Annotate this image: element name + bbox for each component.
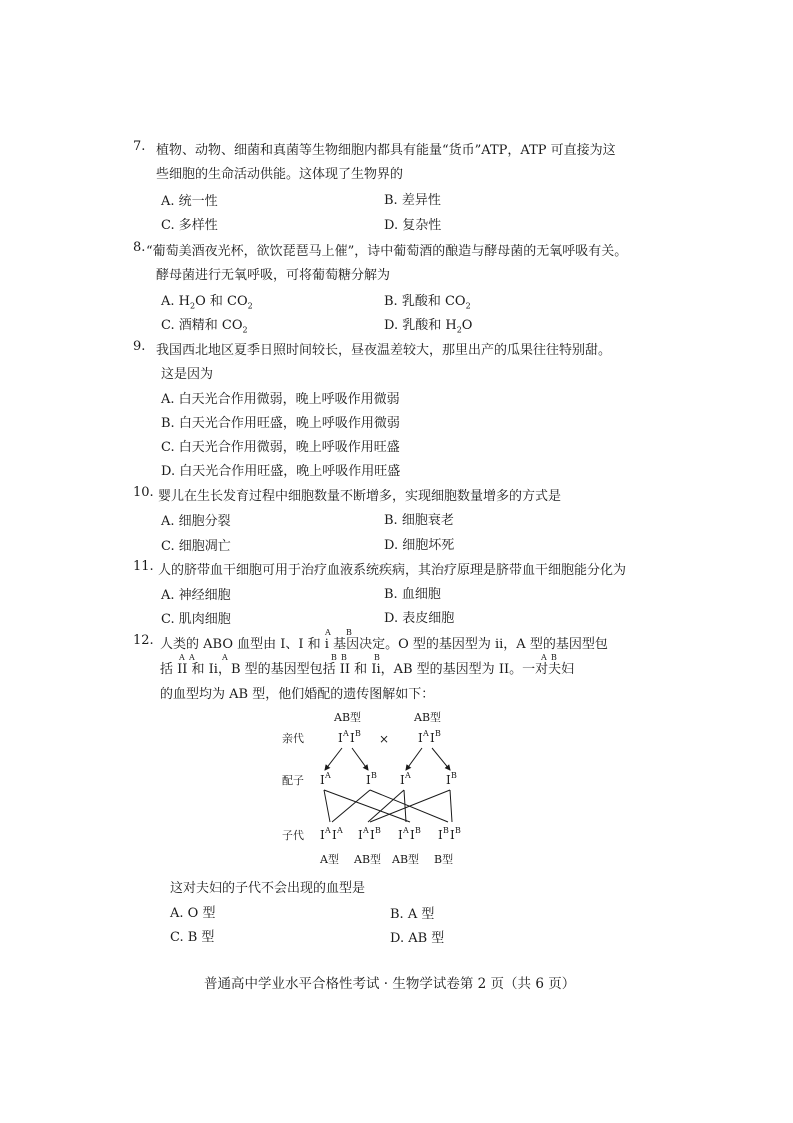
allele-superscript: A [179, 653, 185, 662]
question-number: 10. [133, 485, 154, 500]
offspring-phenotype: AB型 [392, 853, 420, 866]
allele-superscript: B [374, 653, 380, 662]
gametes [320, 771, 457, 787]
question-text-line: 这对夫妇的子代不会出现的血型是 [170, 881, 366, 896]
svg-text:I: I [446, 773, 451, 787]
offspring-phenotype: B型 [434, 853, 454, 866]
question-text-line: 酵母菌进行无氧呼吸，可将葡萄糖分解为 [156, 268, 391, 283]
svg-text:I: I [418, 731, 423, 745]
svg-text:B: B [443, 826, 449, 835]
question-text-line: 植物、动物、细菌和真菌等生物细胞内都具有能量“货币”ATP，ATP 可直接为这 [156, 143, 616, 158]
page-footer: 普通高中学业水平合格性考试 · 生物学试卷第 2 页（共 6 页） [204, 976, 576, 992]
svg-text:I: I [400, 773, 405, 787]
option-a: A. O 型 [170, 906, 216, 921]
svg-text:I: I [320, 828, 325, 842]
option-d: D. AB 型 [390, 931, 445, 946]
option-c: C. 白天光合作用微弱，晚上呼吸作用旺盛 [161, 440, 400, 455]
allele-superscript: B [341, 653, 347, 662]
offspring-genotypes [320, 826, 461, 842]
parent-genotype [418, 729, 441, 745]
parent-phenotype: AB型 [334, 711, 362, 724]
svg-text:B: B [371, 771, 377, 780]
option-a: A. $H_2O$ 和 $CO_2$ [161, 294, 253, 311]
option-c: C. 酒精和 $CO_2$ [161, 318, 248, 335]
option-b: B. 乳酸和 $CO_2$ [384, 294, 471, 311]
question-text-line: 些细胞的生命活动供能。这体现了生物界的 [156, 167, 404, 182]
svg-text:I: I [370, 828, 375, 842]
question-text-line: 括 II 和 Ii，B 型的基因型包括 II 和 Ii，AB 型的基因型为 II。一对夫妇 [160, 662, 575, 677]
question-number: 7. [133, 139, 146, 154]
allele-superscript: A [541, 653, 547, 662]
svg-text:I: I [450, 828, 455, 842]
svg-text:B: B [355, 729, 361, 738]
option-d: D. 细胞坏死 [384, 538, 455, 553]
parent-genotype [338, 729, 361, 745]
svg-text:I: I [332, 828, 337, 842]
svg-text:I: I [398, 828, 403, 842]
allele-superscript: A [222, 653, 228, 662]
question-text-line: 这是因为 [161, 367, 214, 382]
option-a: A. 统一性 [161, 194, 218, 209]
svg-text:I: I [366, 773, 371, 787]
option-b: B. A 型 [390, 907, 435, 922]
option-a: A. 白天光合作用微弱，晚上呼吸作用微弱 [161, 392, 400, 407]
allele-superscript: A [325, 628, 331, 637]
question-number: 11. [133, 559, 154, 574]
question-text-line: “葡萄美酒夜光杯，欲饮琵琶马上催”，诗中葡萄酒的酿造与酵母菌的无氧呼吸有关。 [146, 244, 628, 259]
option-c: C. 多样性 [161, 218, 218, 233]
option-d: D. 复杂性 [384, 218, 442, 233]
question-text-line: 人类的 ABO 血型由 I、I 和 i 基因决定。O 型的基因型为 ii，A 型的基因型包 [160, 637, 608, 652]
svg-text:I: I [338, 731, 343, 745]
svg-text:B: B [451, 771, 457, 780]
svg-text:A: A [325, 826, 331, 835]
question-number: 9. [133, 339, 146, 354]
question-text-line: 我国西北地区夏季日照时间较长，昼夜温差较大，那里出产的瓜果往往特别甜。 [156, 343, 612, 358]
offspring-phenotype: A型 [320, 853, 339, 866]
row-label-gamete: 配子 [282, 774, 304, 787]
svg-text:A: A [363, 826, 369, 835]
svg-text:I: I [410, 828, 415, 842]
segregation-arrows [325, 748, 450, 770]
allele-superscript: B [551, 653, 557, 662]
fertilization-lines [324, 790, 452, 822]
row-label-offspring: 子代 [282, 829, 304, 842]
option-d: D. 乳酸和 $H_2O$ [384, 318, 473, 335]
option-a: A. 细胞分裂 [161, 514, 231, 529]
option-d: D. 表皮细胞 [384, 611, 455, 626]
option-b: B. 白天光合作用旺盛，晚上呼吸作用微弱 [161, 416, 400, 431]
allele-superscript: B [346, 628, 352, 637]
option-b: B. 细胞衰老 [384, 513, 454, 528]
svg-text:A: A [337, 826, 343, 835]
svg-text:A: A [403, 826, 409, 835]
svg-text:I: I [358, 828, 363, 842]
option-b: B. 血细胞 [384, 587, 441, 602]
svg-text:A: A [423, 729, 429, 738]
svg-text:A: A [325, 771, 331, 780]
question-text-line: 的血型均为 AB 型，他们婚配的遗传图解如下： [160, 687, 435, 702]
svg-text:I: I [430, 731, 435, 745]
question-number: 8. [133, 240, 146, 255]
allele-superscript: A [189, 653, 195, 662]
question-text-line: 人的脐带血干细胞可用于治疗血液系统疾病，其治疗原理是脐带血干细胞能分化为 [158, 563, 627, 578]
svg-text:I: I [438, 828, 443, 842]
svg-text:I: I [320, 773, 325, 787]
svg-text:I: I [350, 731, 355, 745]
option-b: B. 差异性 [384, 193, 441, 208]
genetic-cross-diagram [280, 706, 540, 868]
row-label-parent: 亲代 [282, 732, 304, 745]
question-number: 12. [133, 633, 154, 648]
svg-text:A: A [343, 729, 349, 738]
svg-text:B: B [435, 729, 441, 738]
option-c: C. B 型 [170, 930, 215, 945]
svg-text:B: B [375, 826, 381, 835]
offspring-phenotype: AB型 [354, 853, 382, 866]
svg-text:B: B [455, 826, 461, 835]
option-a: A. 神经细胞 [161, 588, 231, 603]
option-d: D. 白天光合作用旺盛，晚上呼吸作用旺盛 [161, 464, 401, 479]
question-text-line: 婴儿在生长发育过程中细胞数量不断增多，实现细胞数量增多的方式是 [158, 489, 562, 504]
parent-phenotype: AB型 [414, 711, 442, 724]
allele-superscript: B [331, 653, 337, 662]
option-c: C. 细胞凋亡 [161, 539, 231, 554]
svg-text:A: A [405, 771, 411, 780]
cross-symbol: × [379, 732, 390, 746]
option-c: C. 肌肉细胞 [161, 612, 231, 627]
svg-text:B: B [415, 826, 421, 835]
